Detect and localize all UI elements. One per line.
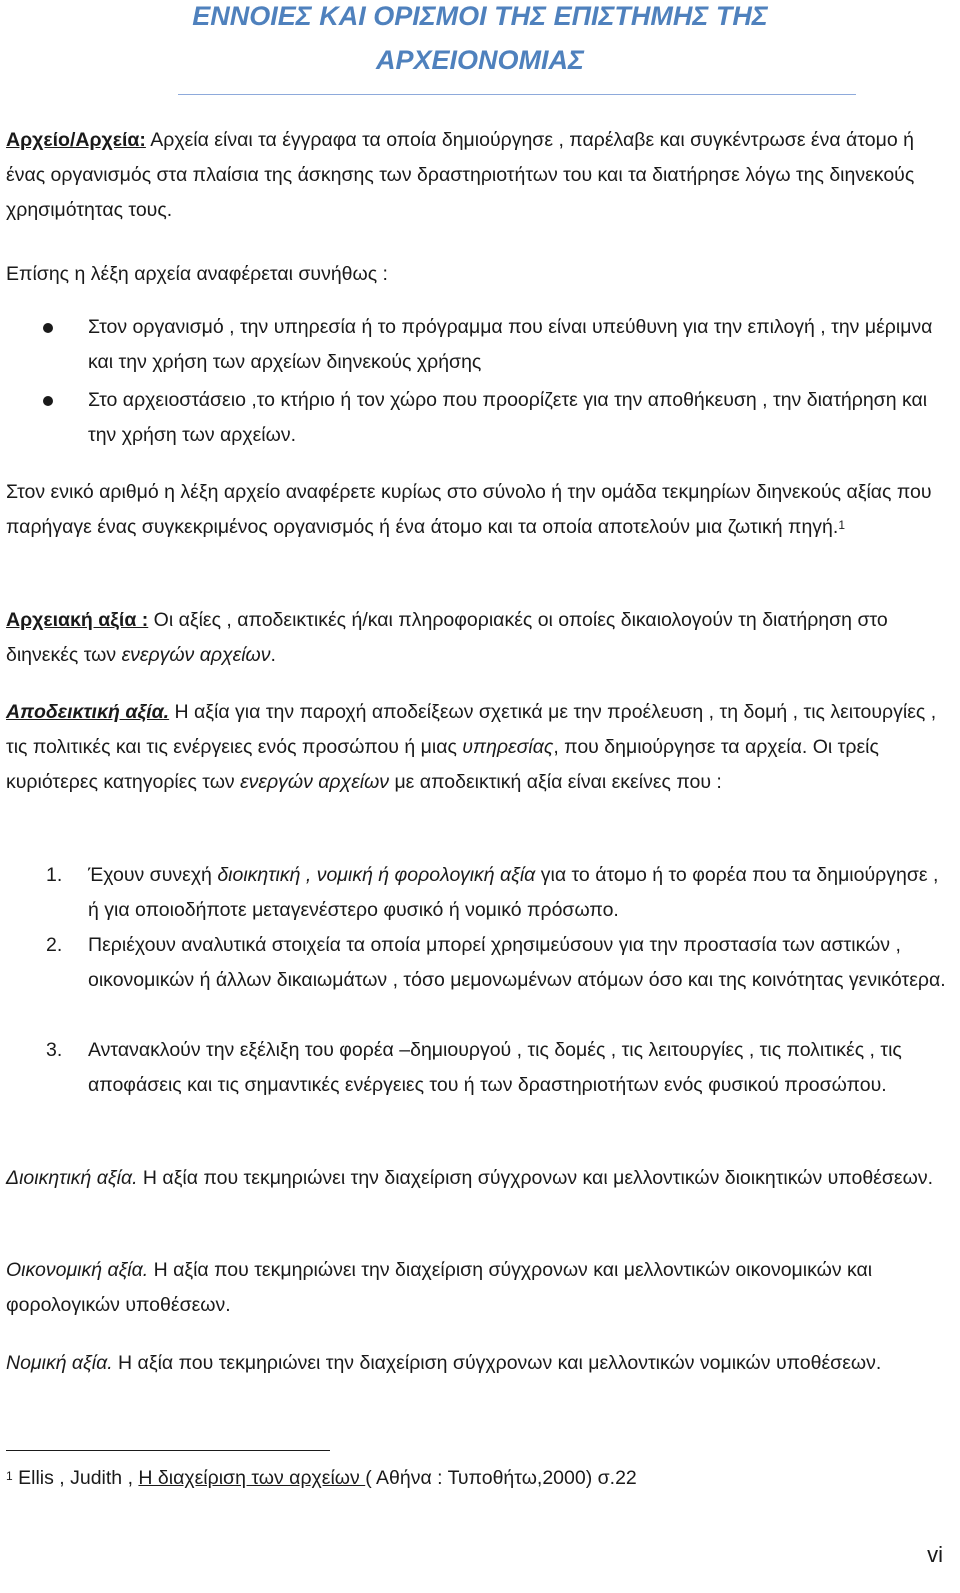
bullet-text: Στο αρχειοστάσειο ,το κτήριο ή τον χώρο που προορίζετε για την αποθήκευση , την διατήρηση και την χρήση των αρχείων.	[88, 389, 928, 446]
archival-value-text: Οι αξίες , αποδεικτικές ή/και πληροφοριακές οι οποίες δικαιολογούν τη διατήρηση στο διηνεκές των	[6, 609, 888, 666]
item-number: 1.	[46, 864, 63, 886]
archival-value-term: Αρχειακή αξία :	[6, 609, 149, 631]
item-text-italic: διοικητική , νομική ή φορολογική αξία	[217, 864, 536, 886]
item-number: 2.	[46, 934, 63, 956]
economic-value-text: Η αξία που τεκμηριώνει την διαχείριση σύγχρονων και μελλοντικών οικονομικών και φορολογικών υποθέσεων.	[6, 1259, 873, 1316]
evidential-text-2: , που δημιούργησε τα αρχεία. Οι τρείς κυριότερες κατηγορίες των	[6, 736, 879, 793]
evidential-italic-1: υπηρεσίας	[462, 736, 554, 758]
footnote-separator	[6, 1450, 330, 1451]
item-text-pre: Έχουν συνεχή	[88, 864, 218, 886]
legal-value-text: Η αξία που τεκμηριώνει την διαχείριση σύγχρονων και μελλοντικών νομικών υποθέσεων.	[112, 1352, 882, 1374]
economic-value-definition	[6, 1253, 951, 1323]
item-text-pre: Αντανακλούν την εξέλιξη του φορέα –δημιουργού , τις δομές , τις λειτουργίες , τις πολιτικές , τις αποφάσεις και τις σημαντικές ενέργειες του ή των δραστηριοτήτων ενός φυσικού προσώπου.	[88, 1039, 902, 1096]
page-number: vi	[927, 1542, 943, 1567]
admin-value-definition	[6, 1161, 951, 1196]
footnote-publication: ( Αθήνα : Τυποθήτω,2000) σ.22	[365, 1467, 637, 1489]
title-underline	[178, 94, 856, 95]
evidential-text-3: με αποδεικτική αξία είναι εκείνες που :	[389, 771, 722, 793]
item-text	[88, 858, 948, 928]
also-intro: Επίσης η λέξη αρχεία αναφέρεται συνήθως :	[6, 263, 388, 285]
admin-value-term: Διοικητική αξία.	[6, 1167, 138, 1189]
admin-value-text: Η αξία που τεκμηριώνει την διαχείριση σύγχρονων και μελλοντικών διοικητικών υποθέσεων.	[137, 1167, 933, 1189]
archive-text: Αρχεία είναι τα έγγραφα τα οποία δημιούργησε , παρέλαβε και συγκέντρωσε ένα άτομο ή ένας οργανισμός στα πλαίσια της άσκησης των δραστηριοτήτων του και τα διατήρησε λόγω της διηνεκούς χρησιμότητας τους.	[6, 129, 915, 221]
evidential-value-definition	[6, 695, 951, 800]
archival-value-italic: ενεργών αρχείων	[121, 644, 271, 666]
archival-value-end: .	[270, 644, 276, 666]
item-text-pre: Περιέχουν αναλυτικά στοιχεία τα οποία μπορεί χρησιμεύσουν για την προστασία των αστικών , οικονομικών ή άλλων δικαιωμάτων , τόσο μεμονωμένων ατόμων όσο και της κοινότητας γενικότερα.	[88, 934, 946, 991]
singular-definition	[6, 475, 951, 545]
singular-text: Στον ενικό αριθμό η λέξη αρχείο αναφέρετε κυρίως στο σύνολο ή την ομάδα τεκμηρίων διηνεκούς αξίας που παρήγαγε ένας συγκεκριμένος οργανισμός ή ένα άτομο και τα οποία αποτελούν μια ζωτική πηγή.	[6, 481, 932, 538]
legal-value-definition	[6, 1346, 951, 1381]
item-text	[88, 1033, 948, 1103]
archival-value-definition	[6, 603, 951, 673]
evidential-value-term: Αποδεικτική αξία.	[6, 701, 170, 723]
footnote-book-title: Η διαχείριση των αρχείων	[138, 1467, 366, 1489]
evidential-text-1: Η αξία για την παροχή αποδείξεων σχετικά με την προέλευση , τη δομή , τις λειτουργίες , τις πολιτικές και τις ενέργειες ενός προσώπου ή μιας	[6, 701, 937, 758]
archive-definition	[6, 123, 951, 228]
footnote-author: Ellis , Judith ,	[12, 1467, 139, 1489]
bullet-text: Στον οργανισμό , την υπηρεσία ή το πρόγραμμα που είναι υπεύθυνη για την επιλογή , την μέριμνα και την χρήση των αρχείων διηνεκούς χρήσης	[88, 316, 933, 373]
page-title-line-2: ΑΡΧΕΙΟΝΟΜΙΑΣ	[376, 45, 584, 75]
footnote-number: 1	[6, 1469, 13, 1483]
item-text	[88, 928, 948, 998]
bullet-icon	[43, 396, 53, 406]
footnote-ref[interactable]: 1	[838, 518, 845, 532]
archive-term: Αρχείο/Αρχεία:	[6, 129, 146, 151]
evidential-italic-2: ενεργών αρχείων	[240, 771, 390, 793]
footnote	[6, 1460, 906, 1496]
item-number: 3.	[46, 1039, 63, 1061]
item-text-post: για το άτομο ή το φορέα που τα δημιούργησε , ή για οποιοδήποτε μεταγενέστερο φυσικό ή νομικό πρόσωπο.	[88, 864, 939, 921]
economic-value-term: Οικονομική αξία.	[6, 1259, 149, 1281]
legal-value-term: Νομική αξία.	[6, 1352, 113, 1374]
page-title-line-1: ΕΝΝΟΙΕΣ ΚΑΙ ΟΡΙΣΜΟΙ ΤΗΣ ΕΠΙΣΤΗΜΗΣ ΤΗΣ	[192, 1, 768, 31]
bullet-icon	[43, 323, 53, 333]
